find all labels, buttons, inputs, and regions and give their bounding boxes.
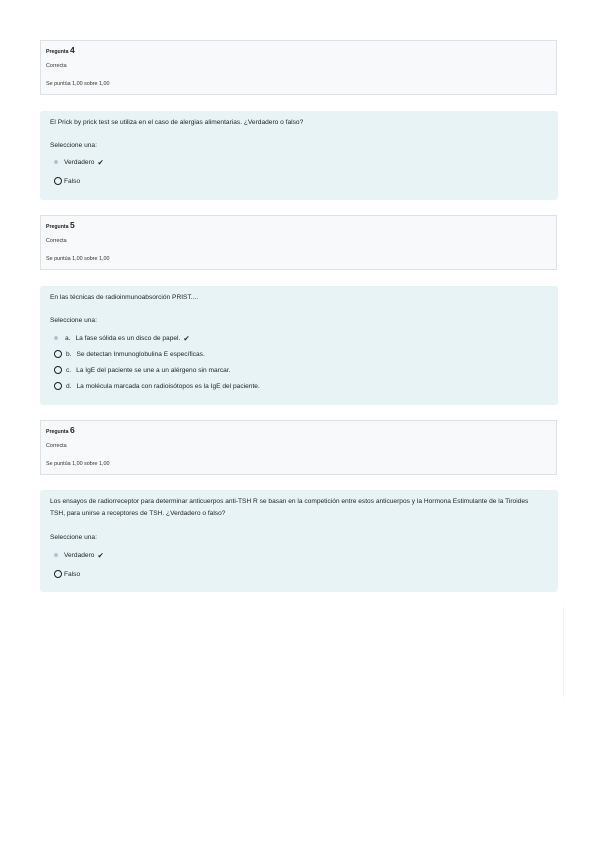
question-grade: Se puntúa 1,00 sobre 1,00 (46, 81, 110, 87)
option-c[interactable]: c. La IgE del paciente se une a un alérgeno sin marcar. (54, 365, 230, 375)
radio-selected-icon[interactable] (52, 336, 60, 340)
radio-empty-icon[interactable] (54, 382, 62, 390)
radio-empty-icon[interactable] (54, 177, 62, 185)
question-heading: Pregunta 5 (46, 220, 75, 230)
question-number: 5 (69, 220, 75, 230)
question-state: Correcta (46, 443, 67, 449)
check-icon: ✔ (183, 333, 190, 343)
option-false[interactable]: Falso (54, 176, 80, 186)
question-state: Correcta (46, 63, 67, 69)
radio-selected-icon[interactable] (52, 553, 60, 557)
question-grade: Se puntúa 1,00 sobre 1,00 (46, 256, 110, 262)
question-content-6 (40, 490, 558, 592)
option-d[interactable]: d. La molécula marcada con radioisótopos es la IgE del paciente. (54, 381, 260, 391)
question-state: Correcta (46, 238, 67, 244)
question-text: Los ensayos de radiorreceptor para determinar anticuerpos anti-TSH R se basan en la competición entre estos anticuerpos y la Hormona Estimulante de la Tiroides TSH, para unirse a receptores de TSH. ¿Verdadero o falso? (50, 498, 529, 517)
option-false[interactable]: Falso (54, 569, 80, 579)
question-content-4 (40, 111, 558, 200)
radio-empty-icon[interactable] (54, 570, 62, 578)
question-info-4 (40, 40, 557, 95)
select-prompt: Seleccione una: (50, 142, 97, 149)
question-number: 6 (69, 425, 75, 435)
question-info-5 (40, 215, 557, 270)
option-b[interactable]: b. Se detectan Inmunoglobulina E específicas. (54, 349, 205, 359)
question-content-5 (40, 286, 558, 405)
radio-empty-icon[interactable] (54, 366, 62, 374)
question-heading: Pregunta 4 (46, 45, 75, 55)
question-grade: Se puntúa 1,00 sobre 1,00 (46, 461, 110, 467)
radio-empty-icon[interactable] (54, 350, 62, 358)
option-a[interactable]: a. La fase sólida es un disco de papel. ✔ (52, 333, 190, 343)
question-heading: Pregunta 6 (46, 425, 75, 435)
option-true[interactable]: Verdadero ✔ (52, 550, 104, 560)
select-prompt: Seleccione una: (50, 534, 97, 541)
check-icon: ✔ (97, 550, 104, 560)
radio-selected-icon[interactable] (52, 160, 60, 164)
select-prompt: Seleccione una: (50, 317, 97, 324)
option-true[interactable]: Verdadero ✔ (52, 157, 104, 167)
question-text: En las técnicas de radioinmunoabsorción PRIST.... (50, 294, 199, 301)
question-info-6 (40, 420, 557, 475)
divider (563, 607, 564, 697)
question-number: 4 (69, 45, 75, 55)
question-text: El Prick by prick test se utiliza en el caso de alergias alimentarias. ¿Verdadero o falso? (50, 119, 304, 126)
check-icon: ✔ (97, 157, 104, 167)
